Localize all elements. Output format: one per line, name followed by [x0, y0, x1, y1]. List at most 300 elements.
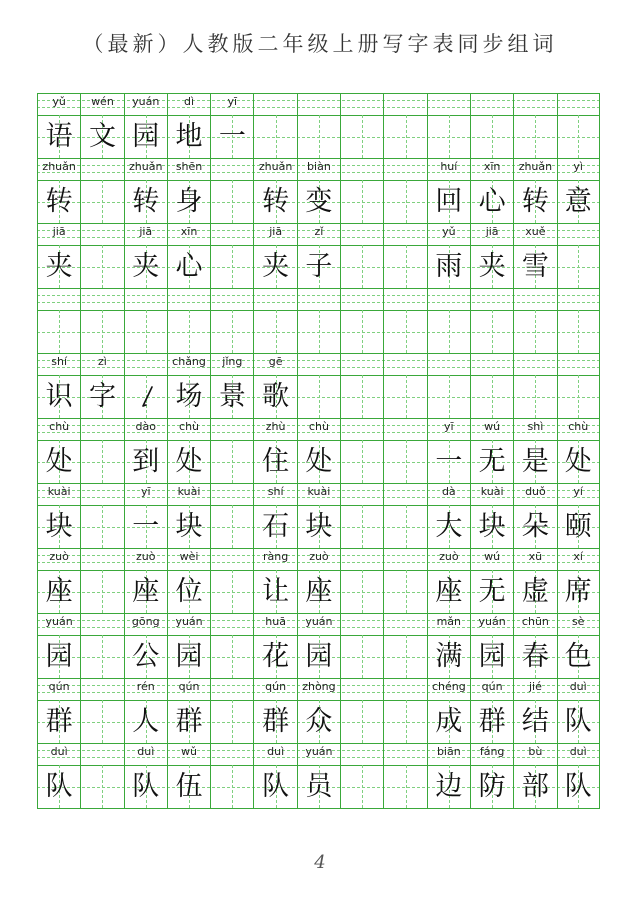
- grid-cell: [210, 418, 253, 483]
- hanzi-character: [211, 635, 253, 678]
- grid-cell: [124, 613, 167, 678]
- grid-cell: [253, 93, 296, 158]
- hanzi-character: 群: [478, 706, 506, 737]
- grid-cell: [557, 93, 600, 158]
- hanzi-character: 座: [45, 576, 73, 607]
- grid-cell: [297, 678, 340, 743]
- pinyin-label: jiā: [52, 225, 66, 238]
- hanzi-character: 到: [132, 446, 160, 477]
- hanzi-character: [211, 245, 253, 288]
- grid-cell: [210, 743, 253, 808]
- grid-cell: [383, 678, 426, 743]
- hanzi-character: [384, 375, 426, 418]
- hanzi-character: 部: [521, 771, 549, 802]
- grid-cell: [167, 613, 210, 678]
- grid-cell: [253, 158, 296, 223]
- grid-cell: [297, 353, 340, 418]
- hanzi-character: [254, 115, 296, 158]
- pinyin-label: jiā: [269, 225, 283, 238]
- grid-cell: [210, 678, 253, 743]
- pinyin-label: yuán: [305, 745, 333, 758]
- grid-cell: [427, 93, 470, 158]
- pinyin-label: qún: [48, 680, 70, 693]
- hanzi-character: [341, 765, 383, 808]
- hanzi-character: [211, 570, 253, 613]
- hanzi-character: 春: [521, 641, 549, 672]
- grid-cell: [340, 743, 383, 808]
- hanzi-character: [384, 440, 426, 483]
- grid-cell: [340, 93, 383, 158]
- grid-cell: [124, 158, 167, 223]
- grid-cell: [513, 223, 556, 288]
- hanzi-character: 座: [305, 576, 333, 607]
- hanzi-character: 色: [564, 641, 592, 672]
- hanzi-character: [384, 310, 426, 353]
- grid-cell: [383, 548, 426, 613]
- grid-cell: [210, 223, 253, 288]
- grid-cell: [253, 223, 296, 288]
- grid-cell: [513, 418, 556, 483]
- hanzi-character: [341, 180, 383, 223]
- hanzi-character: [384, 635, 426, 678]
- hanzi-character: 一: [435, 446, 463, 477]
- pinyin-label: shì: [527, 420, 544, 433]
- grid-cell: [383, 613, 426, 678]
- grid-cell: [37, 678, 80, 743]
- pinyin-label: dà: [441, 485, 456, 498]
- pinyin-label: zuò: [309, 550, 329, 563]
- pinyin-label: yuán: [132, 95, 160, 108]
- pinyin-label: yí: [573, 485, 583, 498]
- grid-cell: [383, 223, 426, 288]
- grid-cell: [383, 743, 426, 808]
- hanzi-character: [298, 375, 340, 418]
- hanzi-character: 队: [564, 771, 592, 802]
- grid-cell: [340, 288, 383, 353]
- hanzi-character: 文: [88, 121, 116, 152]
- grid-cell: [340, 158, 383, 223]
- pinyin-label: yǔ: [442, 225, 456, 238]
- slash-mark-icon: [141, 386, 153, 408]
- hanzi-character: [81, 180, 123, 223]
- grid-cell: [80, 483, 123, 548]
- hanzi-character: 处: [175, 446, 203, 477]
- grid-cell: [37, 223, 80, 288]
- pinyin-label: xū: [528, 550, 543, 563]
- hanzi-character: 虚: [521, 576, 549, 607]
- pinyin-label: dào: [135, 420, 156, 433]
- pinyin-label: jǐng: [222, 355, 243, 368]
- grid-cell: [167, 743, 210, 808]
- hanzi-character: [298, 310, 340, 353]
- pinyin-label: qún: [481, 680, 503, 693]
- grid-cell: [253, 483, 296, 548]
- grid-cell: [557, 223, 600, 288]
- grid-cell: [383, 353, 426, 418]
- hanzi-character: [558, 310, 599, 353]
- grid-cell: [557, 613, 600, 678]
- grid-cell: [167, 418, 210, 483]
- page-number: 4: [314, 852, 326, 873]
- grid-cell: [80, 288, 123, 353]
- pinyin-label: biàn: [307, 160, 331, 173]
- pinyin-label: xuě: [525, 225, 546, 238]
- pinyin-label: shí: [51, 355, 68, 368]
- hanzi-character: 子: [305, 251, 333, 282]
- pinyin-label: zhòng: [302, 680, 336, 693]
- hanzi-character: 块: [478, 511, 506, 542]
- grid-cell: [253, 353, 296, 418]
- grid-cell: [80, 613, 123, 678]
- hanzi-character: [211, 505, 253, 548]
- pinyin-label: jiā: [139, 225, 153, 238]
- pinyin-label: jié: [528, 680, 542, 693]
- hanzi-character: 歌: [262, 381, 290, 412]
- grid-row: [37, 613, 600, 678]
- hanzi-character: 队: [45, 771, 73, 802]
- pinyin-label: yǔ: [52, 95, 66, 108]
- grid-cell: [340, 353, 383, 418]
- grid-cell: [470, 418, 513, 483]
- hanzi-character: 队: [132, 771, 160, 802]
- grid-cell: [210, 93, 253, 158]
- hanzi-character: [341, 245, 383, 288]
- grid-cell: [167, 93, 210, 158]
- hanzi-character: 公: [132, 641, 160, 672]
- hanzi-character: [211, 310, 253, 353]
- pinyin-label: gōng: [131, 615, 160, 628]
- grid-cell: [383, 158, 426, 223]
- hanzi-character: [341, 115, 383, 158]
- pinyin-label: shí: [267, 485, 284, 498]
- hanzi-character: [211, 180, 253, 223]
- pinyin-label: wú: [484, 550, 501, 563]
- grid-cell: [124, 223, 167, 288]
- hanzi-character: 语: [45, 121, 73, 152]
- hanzi-character: 变: [305, 186, 333, 217]
- grid-cell: [80, 223, 123, 288]
- grid-cell: [80, 353, 123, 418]
- pinyin-label: zhuǎn: [258, 160, 293, 173]
- grid-row: [37, 743, 600, 809]
- pinyin-label: chù: [568, 420, 589, 433]
- hanzi-character: 识: [45, 381, 73, 412]
- grid-cell: [470, 548, 513, 613]
- hanzi-character: [81, 245, 123, 288]
- pinyin-label: yuán: [45, 615, 73, 628]
- grid-cell: [124, 743, 167, 808]
- grid-cell: [427, 613, 470, 678]
- hanzi-character: [125, 310, 167, 353]
- pinyin-label: wèi: [179, 550, 199, 563]
- hanzi-character: 回: [435, 186, 463, 217]
- grid-cell: [297, 158, 340, 223]
- hanzi-character: [341, 570, 383, 613]
- grid-cell: [297, 613, 340, 678]
- hanzi-character: 无: [478, 446, 506, 477]
- pinyin-label: qún: [265, 680, 287, 693]
- hanzi-character: 场: [175, 381, 203, 412]
- hanzi-character: 花: [262, 641, 290, 672]
- hanzi-character: [514, 310, 556, 353]
- grid-cell: [427, 158, 470, 223]
- grid-cell: [557, 743, 600, 808]
- grid-row: [37, 223, 600, 288]
- hanzi-character: [471, 115, 513, 158]
- hanzi-character: 园: [478, 641, 506, 672]
- grid-cell: [513, 678, 556, 743]
- grid-cell: [37, 548, 80, 613]
- grid-cell: [297, 548, 340, 613]
- hanzi-character: [384, 765, 426, 808]
- pinyin-label: duì: [137, 745, 155, 758]
- hanzi-character: 结: [521, 706, 549, 737]
- hanzi-character: [384, 700, 426, 743]
- grid-cell: [297, 418, 340, 483]
- pinyin-label: wǔ: [181, 745, 198, 758]
- grid-cell: [124, 93, 167, 158]
- hanzi-character: [558, 375, 599, 418]
- hanzi-character: 字: [88, 381, 116, 412]
- grid-cell: [253, 418, 296, 483]
- hanzi-character: 人: [132, 706, 160, 737]
- hanzi-character: [341, 505, 383, 548]
- grid-cell: [383, 93, 426, 158]
- hanzi-character: 转: [132, 186, 160, 217]
- hanzi-character: [81, 700, 123, 743]
- pinyin-label: yī: [444, 420, 454, 433]
- grid-row: [37, 548, 600, 613]
- grid-cell: [557, 158, 600, 223]
- hanzi-character: 队: [564, 706, 592, 737]
- pinyin-label: chǎng: [172, 355, 206, 368]
- grid-cell: [513, 483, 556, 548]
- pinyin-label: zǐ: [314, 225, 324, 238]
- grid-cell: [557, 353, 600, 418]
- grid-cell: [210, 613, 253, 678]
- pinyin-label: chù: [49, 420, 70, 433]
- grid-cell: [80, 93, 123, 158]
- grid-cell: [124, 418, 167, 483]
- grid-cell: [80, 678, 123, 743]
- pinyin-label: kuài: [307, 485, 331, 498]
- hanzi-character: [81, 505, 123, 548]
- grid-cell: [80, 418, 123, 483]
- grid-cell: [340, 483, 383, 548]
- grid-cell: [297, 288, 340, 353]
- pinyin-label: kuài: [480, 485, 504, 498]
- grid-cell: [80, 548, 123, 613]
- hanzi-character: 群: [175, 706, 203, 737]
- grid-row: [37, 288, 600, 353]
- grid-row: [37, 418, 600, 483]
- hanzi-character: 心: [478, 186, 506, 217]
- hanzi-character: 块: [175, 511, 203, 542]
- pinyin-label: xīn: [180, 225, 198, 238]
- grid-cell: [383, 418, 426, 483]
- grid-cell: [124, 353, 167, 418]
- grid-cell: [470, 158, 513, 223]
- hanzi-character: 园: [175, 641, 203, 672]
- hanzi-character: [341, 635, 383, 678]
- pinyin-label: yì: [573, 160, 583, 173]
- writing-grid: [37, 93, 600, 809]
- grid-cell: [383, 288, 426, 353]
- hanzi-character: [471, 375, 513, 418]
- grid-cell: [124, 678, 167, 743]
- pinyin-label: ràng: [263, 550, 289, 563]
- hanzi-character: 让: [262, 576, 290, 607]
- hanzi-character: 夹: [262, 251, 290, 282]
- grid-cell: [37, 93, 80, 158]
- hanzi-character: [428, 115, 470, 158]
- grid-cell: [37, 353, 80, 418]
- grid-cell: [470, 288, 513, 353]
- hanzi-character: 座: [132, 576, 160, 607]
- grid-row: [37, 353, 600, 418]
- hanzi-character: [81, 310, 123, 353]
- hanzi-character: [558, 115, 599, 158]
- pinyin-label: zhuǎn: [129, 160, 163, 173]
- grid-cell: [210, 288, 253, 353]
- hanzi-character: 一: [132, 511, 160, 542]
- grid-cell: [557, 288, 600, 353]
- hanzi-character: 朵: [521, 511, 549, 542]
- pinyin-label: yuán: [175, 615, 203, 628]
- grid-cell: [427, 678, 470, 743]
- pinyin-label: biān: [436, 745, 461, 758]
- hanzi-character: 处: [305, 446, 333, 477]
- grid-cell: [557, 483, 600, 548]
- hanzi-character: 转: [45, 186, 73, 217]
- grid-cell: [297, 743, 340, 808]
- grid-cell: [167, 158, 210, 223]
- pinyin-label: gē: [268, 355, 283, 368]
- pinyin-label: zuò: [136, 550, 156, 563]
- grid-cell: [427, 483, 470, 548]
- hanzi-character: 位: [175, 576, 203, 607]
- pinyin-label: chéng: [431, 680, 466, 693]
- hanzi-character: 一: [218, 121, 246, 152]
- hanzi-character: 身: [175, 186, 203, 217]
- grid-cell: [167, 483, 210, 548]
- grid-cell: [124, 548, 167, 613]
- hanzi-character: [341, 310, 383, 353]
- hanzi-character: 转: [521, 186, 549, 217]
- pinyin-label: dì: [184, 95, 195, 108]
- grid-cell: [167, 353, 210, 418]
- grid-cell: [167, 288, 210, 353]
- hanzi-character: [211, 440, 253, 483]
- pinyin-label: zuò: [49, 550, 69, 563]
- hanzi-character: 是: [521, 446, 549, 477]
- hanzi-character: [428, 375, 470, 418]
- grid-cell: [253, 548, 296, 613]
- hanzi-character: [558, 245, 599, 288]
- pinyin-label: yuán: [305, 615, 333, 628]
- hanzi-character: [168, 310, 210, 353]
- grid-cell: [210, 353, 253, 418]
- hanzi-character: 住: [262, 446, 290, 477]
- pinyin-label: jiā: [485, 225, 499, 238]
- hanzi-character: 转: [262, 186, 290, 217]
- pinyin-label: yuán: [478, 615, 506, 628]
- hanzi-character: [384, 115, 426, 158]
- hanzi-character: [211, 700, 253, 743]
- grid-cell: [470, 678, 513, 743]
- grid-cell: [470, 93, 513, 158]
- hanzi-character: 队: [262, 771, 290, 802]
- pinyin-label: yī: [227, 95, 238, 108]
- pinyin-label: qún: [178, 680, 200, 693]
- hanzi-character: [384, 570, 426, 613]
- grid-cell: [210, 483, 253, 548]
- pinyin-label: duì: [569, 680, 587, 693]
- hanzi-character: 颐: [564, 511, 592, 542]
- hanzi-character: [81, 440, 123, 483]
- hanzi-character: 席: [564, 576, 592, 607]
- grid-cell: [513, 158, 556, 223]
- hanzi-character: [341, 375, 383, 418]
- grid-cell: [557, 418, 600, 483]
- hanzi-character: 意: [564, 186, 592, 217]
- hanzi-character: [428, 310, 470, 353]
- hanzi-character: 群: [45, 706, 73, 737]
- hanzi-character: 心: [175, 251, 203, 282]
- hanzi-character: 园: [45, 641, 73, 672]
- grid-cell: [124, 288, 167, 353]
- pinyin-label: duì: [267, 745, 285, 758]
- grid-cell: [167, 548, 210, 613]
- grid-cell: [37, 288, 80, 353]
- hanzi-character: 成: [435, 706, 463, 737]
- grid-cell: [253, 613, 296, 678]
- grid-cell: [427, 223, 470, 288]
- grid-cell: [470, 223, 513, 288]
- grid-row: [37, 483, 600, 548]
- pinyin-label: yī: [140, 485, 151, 498]
- pinyin-label: kuài: [47, 485, 71, 498]
- pinyin-label: fáng: [479, 745, 505, 758]
- grid-cell: [297, 483, 340, 548]
- pinyin-label: rén: [136, 680, 155, 693]
- pinyin-label: duǒ: [525, 485, 546, 498]
- grid-cell: [470, 483, 513, 548]
- hanzi-character: 雨: [435, 251, 463, 282]
- grid-cell: [167, 223, 210, 288]
- hanzi-character: 夹: [478, 251, 506, 282]
- grid-cell: [427, 288, 470, 353]
- grid-cell: [340, 548, 383, 613]
- grid-cell: [340, 418, 383, 483]
- grid-cell: [513, 288, 556, 353]
- grid-cell: [427, 353, 470, 418]
- grid-cell: [427, 548, 470, 613]
- grid-cell: [513, 548, 556, 613]
- hanzi-character: [341, 440, 383, 483]
- grid-cell: [557, 548, 600, 613]
- hanzi-character: [81, 570, 123, 613]
- grid-cell: [37, 743, 80, 808]
- hanzi-character: [384, 245, 426, 288]
- hanzi-character: 群: [262, 706, 290, 737]
- grid-cell: [557, 678, 600, 743]
- hanzi-character: 座: [435, 576, 463, 607]
- pinyin-label: kuài: [177, 485, 201, 498]
- hanzi-character: 众: [305, 706, 333, 737]
- pinyin-label: xí: [573, 550, 583, 563]
- hanzi-character: [254, 310, 296, 353]
